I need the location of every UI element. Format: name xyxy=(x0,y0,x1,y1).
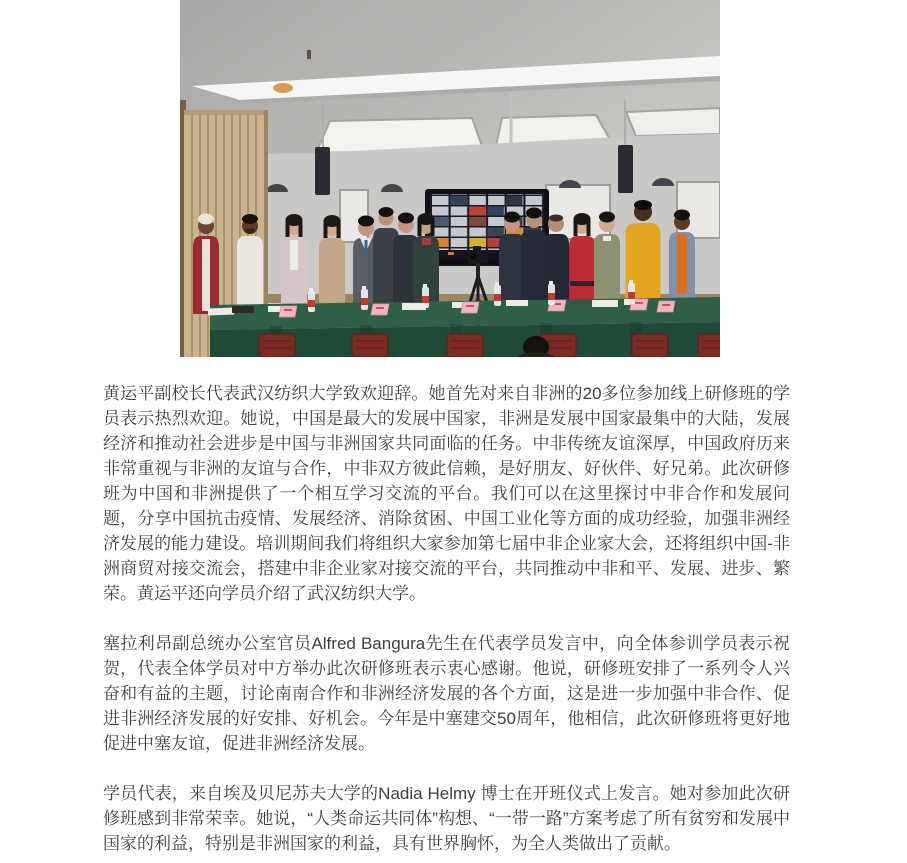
article-paragraph: 学员代表，来自埃及贝尼苏夫大学的Nadia Helmy 博士在开班仪式上发言。她对参加此次研修班感到非常荣幸。她说，“人类命运共同体”构想、“一带一路”方案考虑了所有贫穷和发展中国家的利益，特别是非洲国家的利益，具有世界胸怀，为全人类做出了贡献。 xyxy=(103,784,790,853)
event-photo-canvas xyxy=(180,0,720,357)
warm-ceiling-light xyxy=(273,83,293,93)
ceiling-sensor xyxy=(307,50,311,59)
article-paragraph: 塞拉利昂副总统办公室官员Alfred Bangura先生在代表学员发言中，向全体参训学员表示祝贺，代表全体学员对中方举办此次研修班表示衷心感谢。他说，研修班安排了一系列令人兴奋和有益的主题，讨论南南合作和非洲经济发展的各个方面，这是进一步加强中非合作、促进非洲经济发展的好安排、好机会。今年是中塞建交50周年，他相信，此次研修班将更好地促进中塞友谊，促进非洲经济发展。 xyxy=(103,634,790,753)
article-body xyxy=(103,381,790,856)
event-photo xyxy=(180,0,720,357)
article-paragraph: 黄运平副校长代表武汉纺织大学致欢迎辞。她首先对来自非洲的20多位参加线上研修班的学员表示热烈欢迎。她说，中国是最大的发展中国家，非洲是发展中国家最集中的大陆，发展经济和推动社会进步是中国与非洲国家共同面临的任务。中非传统友谊深厚，中国政府历来非常重视与非洲的友谊与合作，中非双方彼此信赖，是好朋友、好伙伴、好兄弟。此次研修班为中国和非洲提供了一个相互学习交流的平台。我们可以在这里探讨中非合作和发展问题，分享中国抗击疫情、发展经济、消除贫困、中国工业化等方面的成功经验，加强非洲经济发展的能力建设。培训期间我们将组织大家参加第七届中非企业家大会，还将组织中国-非洲商贸对接交流会，搭建中非企业家对接交流的平台，共同推动中非和平、发展、进步、繁荣。黄运平还向学员介绍了武汉纺织大学。 xyxy=(103,384,790,603)
